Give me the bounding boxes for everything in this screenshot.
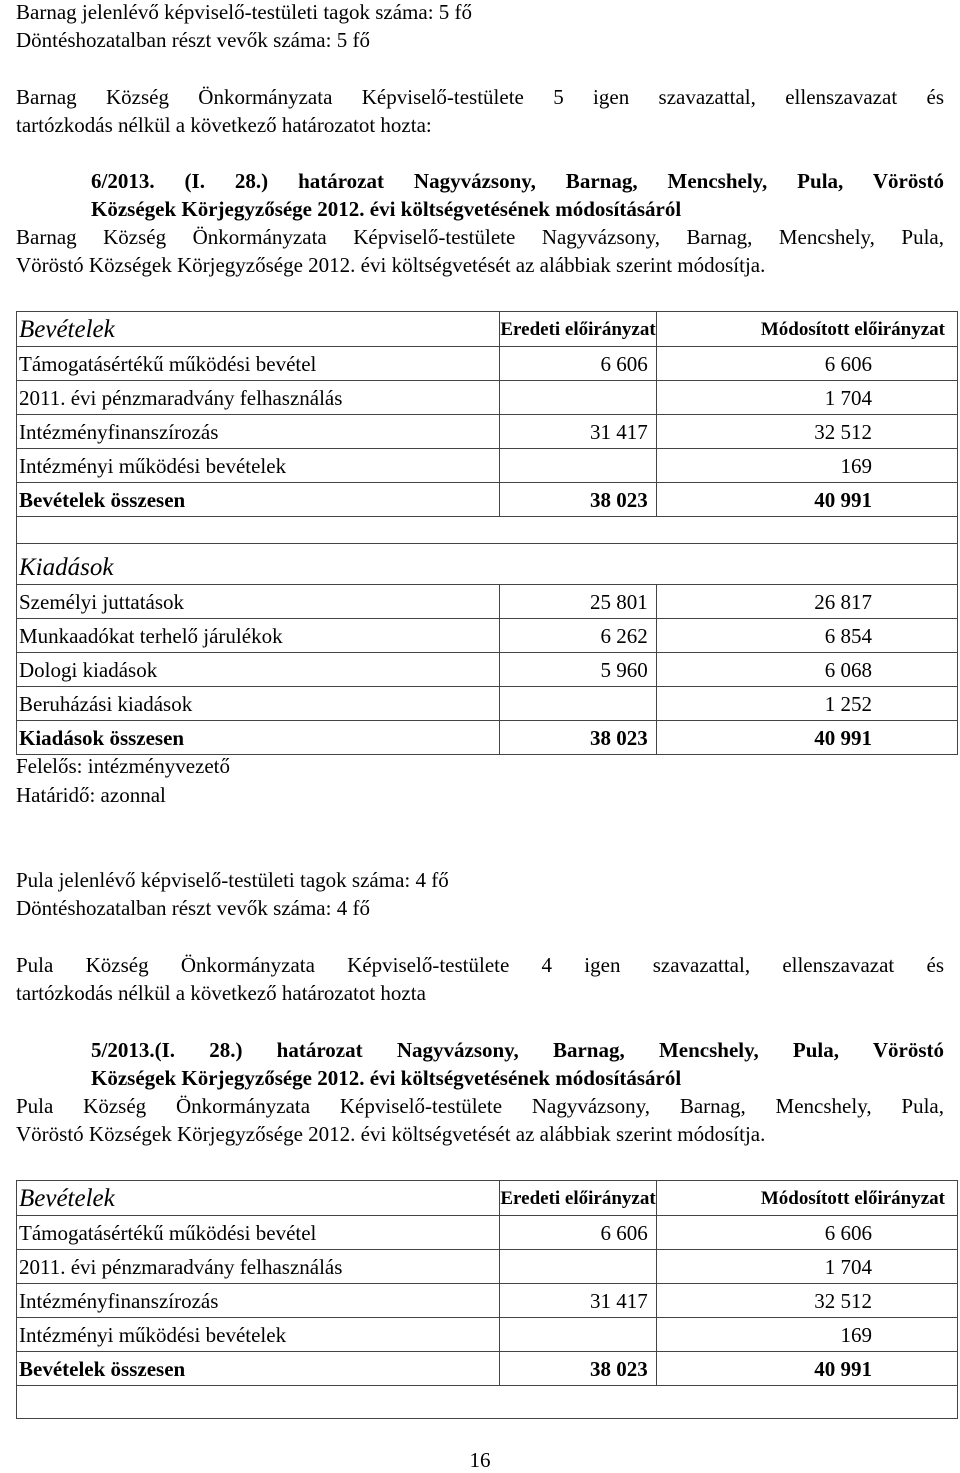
table-row — [17, 1284, 958, 1318]
barnag-resolution-title-2: Községek Körjegyzősége 2012. évi költségvetésének módosításáról — [91, 197, 682, 221]
row-modified-value: 1 704 — [656, 1250, 957, 1284]
pula-present-count: Pula jelenlévő képviselő-testületi tagok száma: 4 fő — [16, 868, 449, 892]
expense-total-row — [17, 721, 958, 755]
pula-decision-line-2: tartózkodás nélkül a következő határozatot hozta — [16, 981, 426, 1005]
col-original-header: Eredeti előirányzat — [500, 312, 656, 347]
table-header-row — [17, 312, 958, 347]
row-original-value: 6 606 — [500, 1216, 656, 1250]
row-label: Személyi juttatások — [17, 585, 500, 619]
row-modified-value: 32 512 — [656, 1284, 957, 1318]
row-modified-value: 169 — [656, 449, 957, 483]
income-total-label: Bevételek összesen — [17, 1352, 500, 1386]
row-original-value: 31 417 — [500, 1284, 656, 1318]
spacer-row — [17, 517, 958, 544]
row-modified-value: 6 854 — [656, 619, 957, 653]
barnag-present-count: Barnag jelenlévő képviselő-testületi tagok száma: 5 fő — [16, 0, 473, 24]
row-modified-value: 1 704 — [656, 381, 957, 415]
table-row — [17, 687, 958, 721]
barnag-responsible: Felelős: intézményvezető — [16, 754, 231, 778]
barnag-resolution-body-2: Vöröstó Községek Körjegyzősége 2012. évi költségvetését az alábbiak szerint módosítja. — [16, 253, 766, 277]
table-header-row — [17, 1181, 958, 1216]
row-original-value: 6 606 — [500, 347, 656, 381]
table-row — [17, 415, 958, 449]
barnag-decision-line-2: tartózkodás nélkül a következő határozatot hozta: — [16, 113, 432, 137]
table-row — [17, 585, 958, 619]
income-section-title: Bevételek — [19, 316, 115, 343]
expense-total-original: 38 023 — [500, 721, 656, 755]
row-modified-value: 6 068 — [656, 653, 957, 687]
row-label: Támogatásértékű működési bevétel — [17, 347, 500, 381]
income-total-label: Bevételek összesen — [17, 483, 500, 517]
row-label: 2011. évi pénzmaradvány felhasználás — [17, 381, 500, 415]
row-label: Támogatásértékű működési bevétel — [17, 1216, 500, 1250]
barnag-decision-line-1: Barnag Község Önkormányzata Képviselő-testülete 5 igen szavazattal, ellenszavazat és — [16, 85, 944, 109]
page-number: 16 — [469, 1448, 491, 1472]
table-row — [17, 1318, 958, 1352]
row-modified-value: 26 817 — [656, 585, 957, 619]
pula-resolution-body-1: Pula Község Önkormányzata Képviselő-testülete Nagyvázsony, Barnag, Mencshely, Pula, — [16, 1094, 944, 1118]
pula-budget-table — [16, 1180, 958, 1419]
row-original-value: 6 262 — [500, 619, 656, 653]
barnag-resolution-title-1: 6/2013. (I. 28.) határozat Nagyvázsony, Barnag, Mencshely, Pula, Vöröstó — [91, 169, 944, 193]
expense-total-modified: 40 991 — [656, 721, 957, 755]
row-modified-value: 6 606 — [656, 1216, 957, 1250]
col-original-header: Eredeti előirányzat — [500, 1181, 656, 1216]
col-modified-header: Módosított előirányzat — [656, 1181, 957, 1216]
expense-total-label: Kiadások összesen — [17, 721, 500, 755]
row-modified-value: 169 — [656, 1318, 957, 1352]
barnag-budget-table — [16, 311, 958, 755]
row-original-value — [500, 381, 656, 415]
row-original-value: 31 417 — [500, 415, 656, 449]
expense-header-row — [17, 544, 958, 585]
table-row — [17, 1250, 958, 1284]
row-modified-value: 1 252 — [656, 687, 957, 721]
row-label: Beruházási kiadások — [17, 687, 500, 721]
row-label: Dologi kiadások — [17, 653, 500, 687]
row-original-value: 25 801 — [500, 585, 656, 619]
pula-voting-count: Döntéshozatalban részt vevők száma: 4 fő — [16, 896, 370, 920]
table-row — [17, 1216, 958, 1250]
expense-section-title: Kiadások — [19, 554, 114, 581]
table-row — [17, 449, 958, 483]
pula-decision-line-1: Pula Község Önkormányzata Képviselő-testülete 4 igen szavazattal, ellenszavazat és — [16, 953, 944, 977]
barnag-voting-count: Döntéshozatalban részt vevők száma: 5 fő — [16, 28, 370, 52]
income-total-row — [17, 1352, 958, 1386]
barnag-resolution-body-1: Barnag Község Önkormányzata Képviselő-testülete Nagyvázsony, Barnag, Mencshely, Pula, — [16, 225, 944, 249]
row-label: Intézményfinanszírozás — [17, 1284, 500, 1318]
row-original-value: 5 960 — [500, 653, 656, 687]
table-row — [17, 381, 958, 415]
spacer-row — [17, 1386, 958, 1419]
pula-resolution-title-2: Községek Körjegyzősége 2012. évi költségvetésének módosításáról — [91, 1066, 682, 1090]
table-row — [17, 653, 958, 687]
pula-resolution-body-2: Vöröstó Községek Körjegyzősége 2012. évi költségvetését az alábbiak szerint módosítja. — [16, 1122, 766, 1146]
row-original-value — [500, 1318, 656, 1352]
row-original-value — [500, 1250, 656, 1284]
pula-resolution-title-1: 5/2013.(I. 28.) határozat Nagyvázsony, Barnag, Mencshely, Pula, Vöröstó — [91, 1038, 944, 1062]
col-modified-header: Módosított előirányzat — [656, 312, 957, 347]
row-label: Intézményi működési bevételek — [17, 1318, 500, 1352]
row-label: Intézményfinanszírozás — [17, 415, 500, 449]
income-section-title: Bevételek — [19, 1185, 115, 1212]
table-row — [17, 619, 958, 653]
row-label: 2011. évi pénzmaradvány felhasználás — [17, 1250, 500, 1284]
income-total-row — [17, 483, 958, 517]
barnag-deadline: Határidő: azonnal — [16, 783, 166, 807]
row-original-value — [500, 687, 656, 721]
income-total-modified: 40 991 — [656, 483, 957, 517]
row-modified-value: 32 512 — [656, 415, 957, 449]
row-original-value — [500, 449, 656, 483]
income-total-original: 38 023 — [500, 1352, 656, 1386]
row-modified-value: 6 606 — [656, 347, 957, 381]
table-row — [17, 347, 958, 381]
income-total-original: 38 023 — [500, 483, 656, 517]
row-label: Munkaadókat terhelő járulékok — [17, 619, 500, 653]
income-total-modified: 40 991 — [656, 1352, 957, 1386]
row-label: Intézményi működési bevételek — [17, 449, 500, 483]
